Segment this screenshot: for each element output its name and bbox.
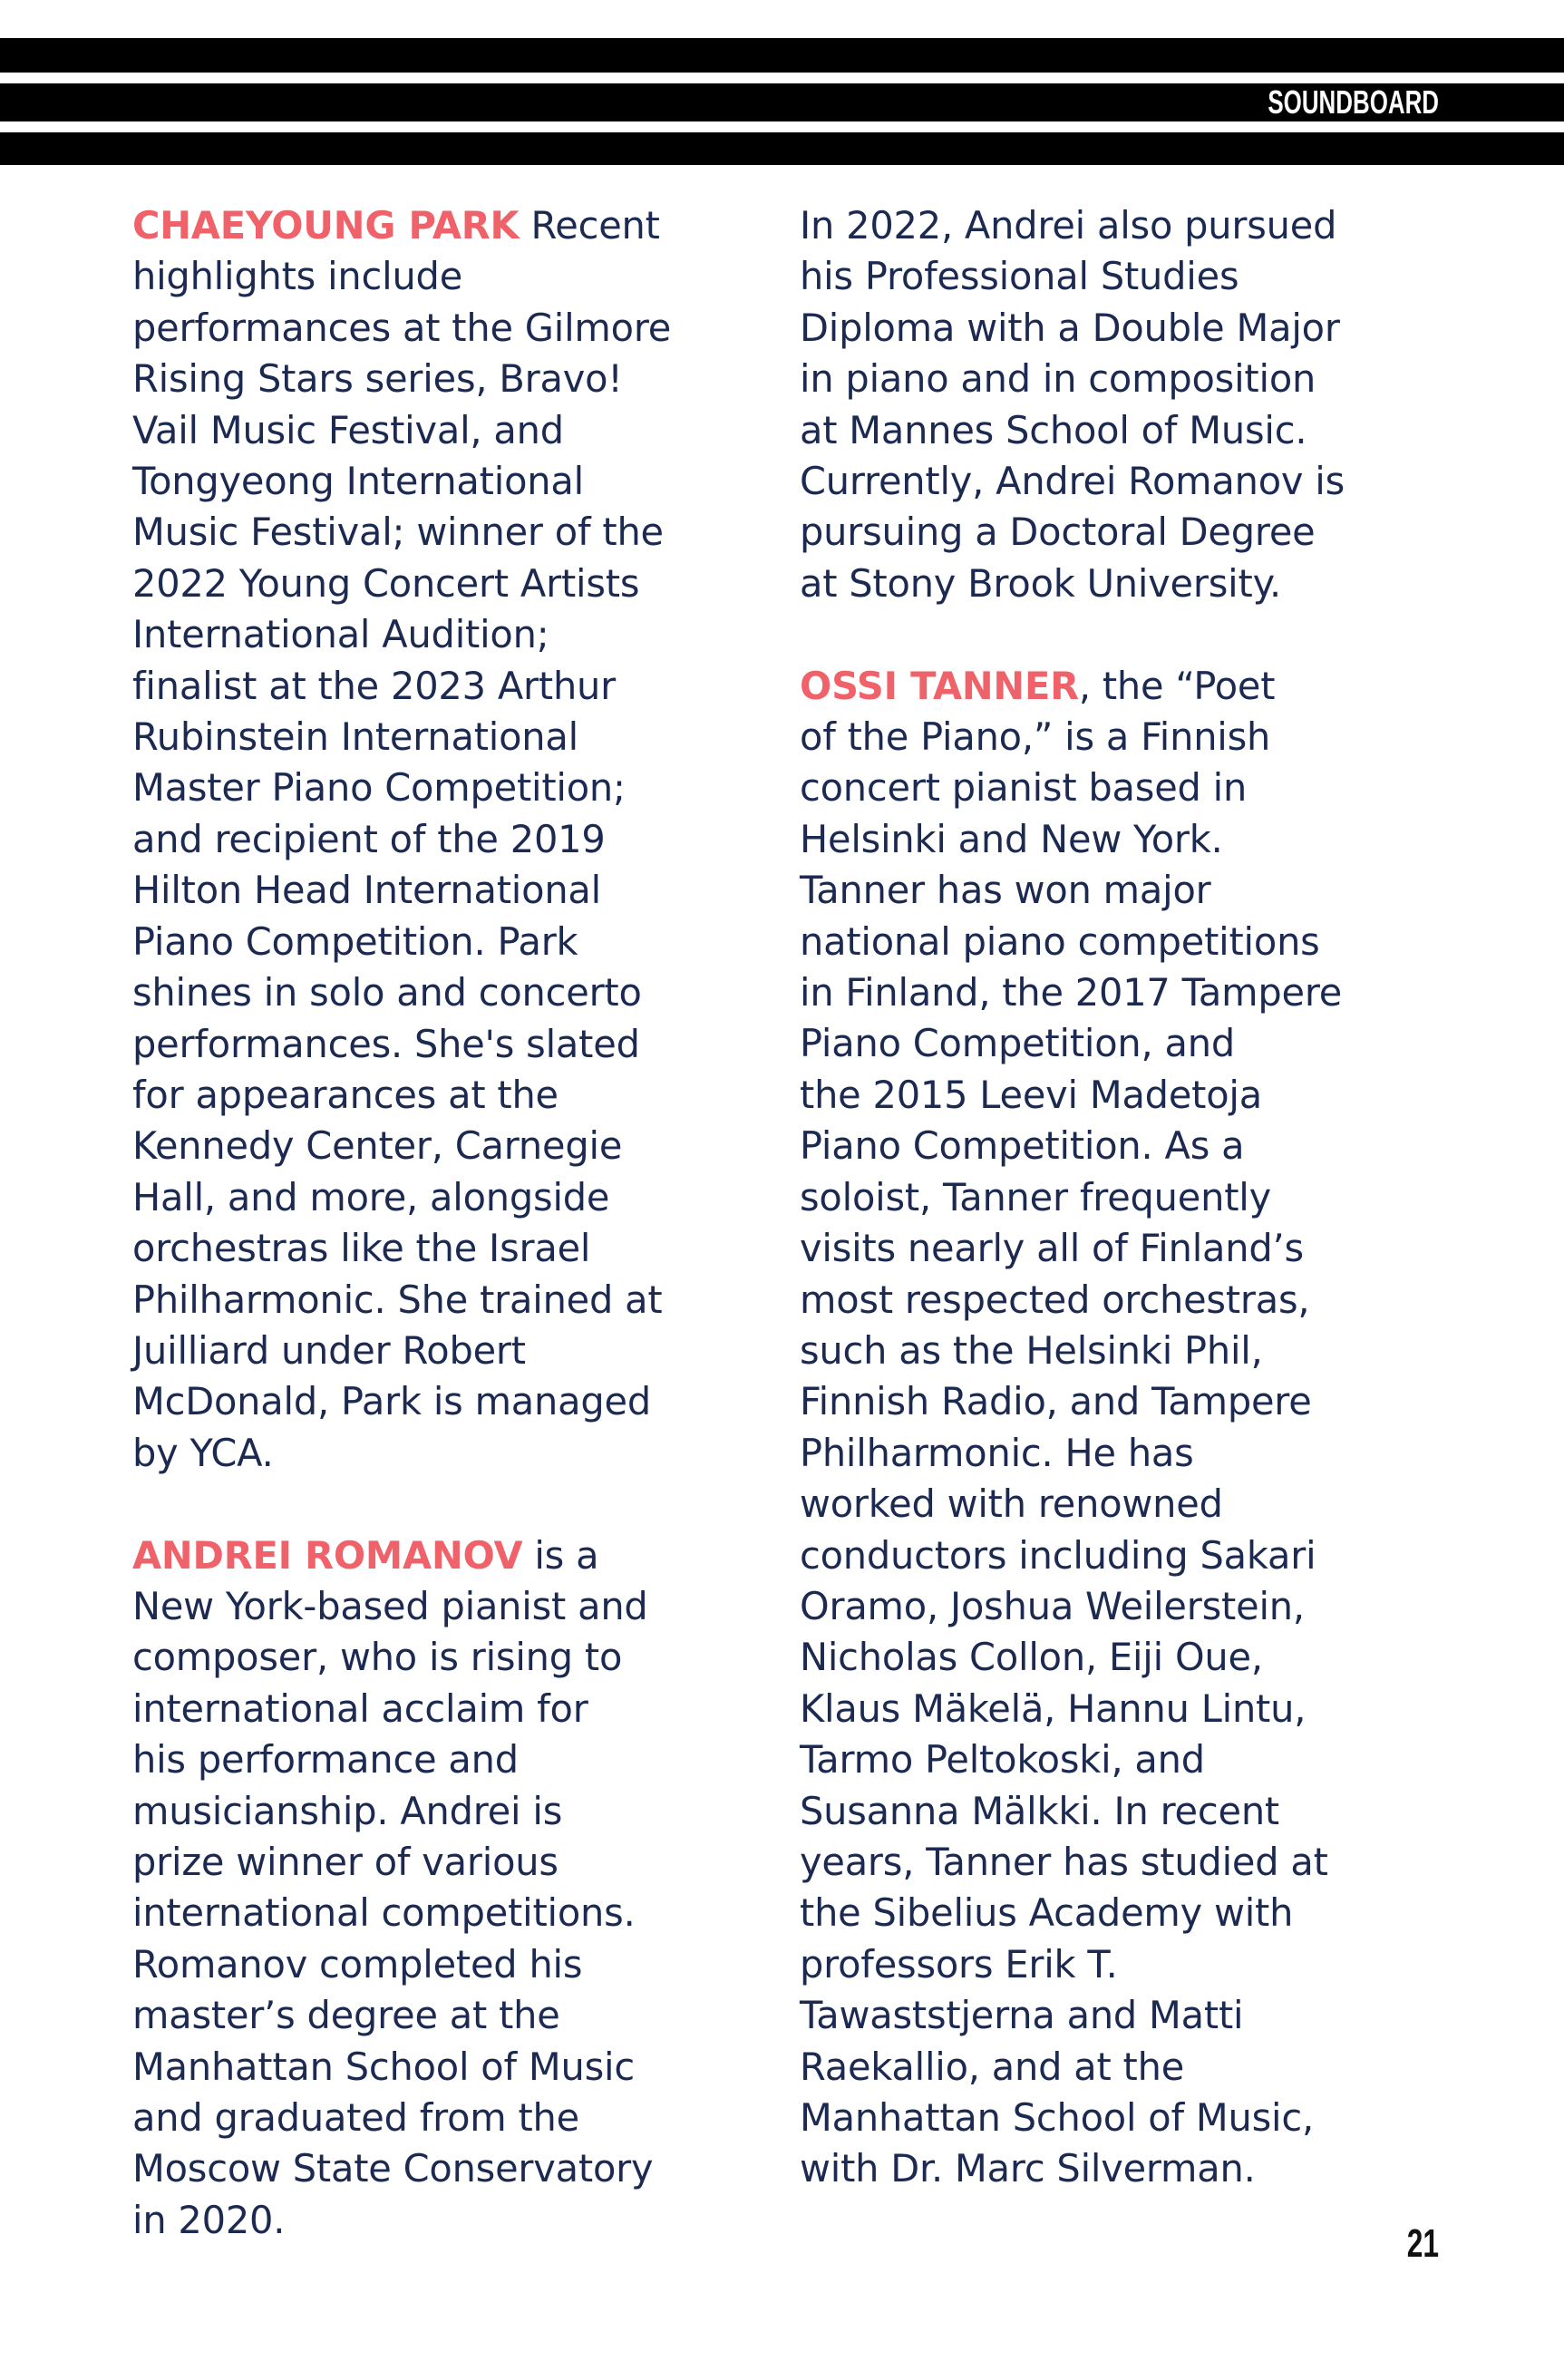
bio-text-line: in piano and in composition [800,356,1316,402]
bio-text-line: finalist at the 2023 Arthur [132,663,617,708]
bio-name: OSSI TANNER [800,663,1079,708]
bio-text-line: at Stony Brook University. [800,560,1281,606]
bio-text-line: New York-based pianist and [132,1583,648,1628]
bio-text-line: Oramo, Joshua Weilerstein, [800,1583,1305,1628]
bio-text-line: Tanner has won major [800,868,1211,913]
bio-text-line: Philharmonic. He has [800,1430,1194,1475]
bio-text-line: prize winner of various [132,1839,559,1884]
bio-andrei-romanov: ANDREI ROMANOV is a New York-based pianist and composer, who is rising to international acclaim for his performance and musicianship. Andrei is prize winner of various international competitions. Romanov completed his master’s degree at the Manhattan School of Music and graduated from the Moscow State Conservatory in 2020. [132,1530,767,2247]
bio-text-line: Philharmonic. She trained at [132,1277,663,1322]
bio-text-line: Manhattan School of Music [132,2044,635,2089]
right-column [800,200,1452,2246]
bio-text-line: highlights include [132,254,463,299]
bio-text-line: Tarmo Peltokoski, and [800,1737,1205,1783]
bio-text-line: visits nearly all of Finland’s [800,1226,1304,1271]
bio-text-line: performances. She's slated [132,1021,640,1066]
bio-text-line: Rubinstein International [132,714,578,760]
bio-text-line: Piano Competition. Park [132,918,578,964]
bio-text-line: Romanov completed his [132,1941,583,1987]
bio-text-line: at Mannes School of Music. [800,407,1307,452]
bio-text-line: In 2022, Andrei also pursued [800,203,1337,248]
bio-text-line: Juilliard under Robert [132,1327,526,1373]
bio-text-line: pursuing a Doctoral Degree [800,510,1316,555]
bio-text-line: such as the Helsinki Phil, [800,1327,1263,1373]
bio-text-line: conductors including Sakari [800,1532,1316,1578]
bio-text-line: Vail Music Festival, and [132,407,564,452]
bio-name: CHAEYOUNG PARK [132,203,520,248]
bio-text-line: Klaus Mäkelä, Hannu Lintu, [800,1685,1307,1731]
bio-text-line: Piano Competition, and [800,1021,1235,1066]
bio-text-line: in 2020. [132,2197,286,2242]
bio-text-line: concert pianist based in [800,765,1248,811]
bio-text-line: most respected orchestras, [800,1277,1310,1322]
bio-text-line: Currently, Andrei Romanov is [800,459,1345,504]
section-label: SOUNDBOARD [1268,83,1439,121]
bio-text-line: the 2015 Leevi Madetoja [800,1072,1262,1117]
bio-text-line: in Finland, the 2017 Tampere [800,970,1343,1015]
bio-text-line: master’s degree at the [132,1993,560,2038]
bio-text-line: Master Piano Competition; [132,765,626,811]
bio-text-line: McDonald, Park is managed [132,1379,651,1424]
bio-text-line: Moscow State Conservatory [132,2146,654,2191]
bio-text-line: international acclaim for [132,1685,588,1731]
bio-text-line: international competitions. [132,1890,636,1936]
bio-text-line: with Dr. Marc Silverman. [800,2146,1256,2191]
bio-text-line: by YCA. [132,1430,274,1475]
bio-text-line: Raekallio, and at the [800,2044,1185,2089]
bio-text-line: Hilton Head International [132,868,601,913]
bio-text-line: the Sibelius Academy with [800,1890,1294,1936]
bio-text-line: shines in solo and concerto [132,970,642,1015]
bio-text-line: Kennedy Center, Carnegie [132,1123,623,1169]
bio-text-line: Finnish Radio, and Tampere [800,1379,1312,1424]
bio-text-line: Tongyeong International [132,459,584,504]
left-column [132,200,767,2297]
bio-text-line: performances at the Gilmore [132,305,672,350]
bio-text-line: composer, who is rising to [132,1635,623,1680]
bio-text-line: orchestras like the Israel [132,1226,591,1271]
bio-text-line: Rising Stars series, Bravo! [132,356,623,402]
bio-text-line: Helsinki and New York. [800,816,1223,861]
bio-text-line: Hall, and more, alongside [132,1174,610,1219]
bio-text-line: his Professional Studies [800,254,1239,299]
bio-text-line: worked with renowned [800,1481,1223,1527]
bio-text-line: professors Erik T. [800,1941,1118,1987]
bio-text-line: soloist, Tanner frequently [800,1174,1271,1219]
bio-text-line: Music Festival; winner of the [132,510,664,555]
bio-text-line: Piano Competition. As a [800,1123,1245,1169]
bio-text-line: Diploma with a Double Major [800,305,1340,350]
bio-text-line: Nicholas Collon, Eiji Oue, [800,1635,1263,1680]
bio-text-line: national piano competitions [800,918,1320,964]
bio-text-line: Tawaststjerna and Matti [800,1993,1244,2038]
bio-text-line: 2022 Young Concert Artists [132,560,640,606]
bio-text-line: years, Tanner has studied at [800,1839,1328,1884]
bio-text-line: Manhattan School of Music, [800,2095,1314,2141]
bio-ossi-tanner: OSSI TANNER, the “Poet of the Piano,” is a Finnish concert pianist based in Helsinki and New York. Tanner has won major national piano competitions in Finland, the 2017 Tampere Piano Competition, and the 2015 Leevi Madetoja Piano Competition. As a soloist, Tanner frequently visits nearly all of Finland’s most respected orchestras, such as the Helsinki Phil, Finnish Radio, and Tampere Philharmonic. He has worked with renowned conductors including Sakari Oramo, Joshua Weilerstein, Nicholas Collon, Eiji Oue, Klaus Mäkelä, Hannu Lintu, Tarmo Peltokoski, and Susanna Mälkki. In recent years, Tanner has studied at the Sibelius Academy with professors Erik T. Tawaststjerna and Matti Raekallio, and at the Manhattan School of Music, with Dr. Marc Silverman. [800,661,1452,2195]
bio-text-line: and recipient of the 2019 [132,816,606,861]
page-number: 21 [1406,2221,1439,2266]
bio-text-line: his performance and [132,1737,519,1783]
header-stripe-bottom [0,132,1564,165]
bio-text-line: of the Piano,” is a Finnish [800,714,1271,760]
bio-text-line: for appearances at the [132,1072,559,1117]
bio-text-line: Susanna Mälkki. In recent [800,1788,1280,1833]
bio-andrei-romanov-continued [800,200,1452,609]
bio-chaeyoung-park: CHAEYOUNG PARK Recent highlights include performances at the Gilmore Rising Stars series, Bravo! Vail Music Festival, and Tongyeong International Music Festival; winner of the 2022 Young Concert Artists International Audition; finalist at the 2023 Arthur Rubinstein International Master Piano Competition; and recipient of the 2019 Hilton Head International Piano Competition. Park shines in solo and concerto performances. She's slated for appearances at the Kennedy Center, Carnegie Hall, and more, alongside orchestras like the Israel Philharmonic. She trained at Juilliard under Robert McDonald, Park is managed by YCA. [132,200,767,1479]
bio-text-line: International Audition; [132,612,549,657]
header-stripe-top [0,38,1564,73]
bio-text-line: and graduated from the [132,2095,579,2141]
bio-text-line: musicianship. Andrei is [132,1788,563,1833]
bio-name: ANDREI ROMANOV [132,1532,523,1578]
page-header [0,0,1564,181]
